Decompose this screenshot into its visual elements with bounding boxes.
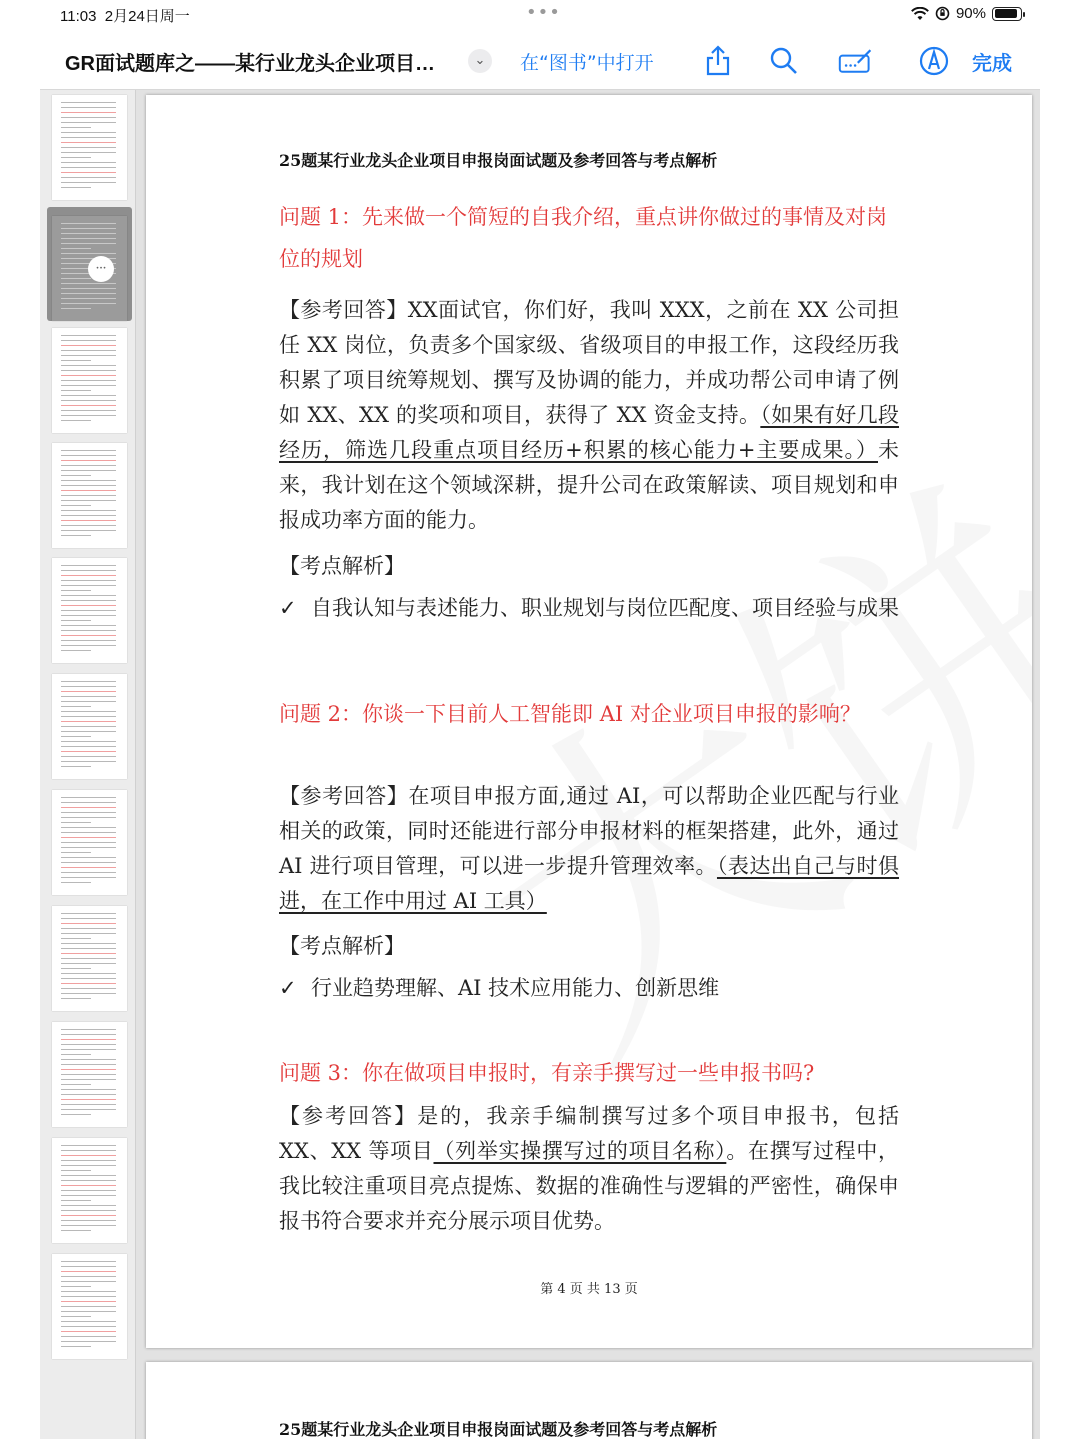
thumbnail-text-line bbox=[61, 142, 116, 143]
thumbnail-text-line bbox=[61, 1210, 116, 1211]
thumbnail-text-line bbox=[61, 832, 116, 833]
thumbnail-text-line bbox=[61, 1074, 116, 1075]
thumbnail-text-line bbox=[61, 877, 116, 878]
thumbnail-text-line bbox=[61, 938, 91, 939]
thumbnail-text-line bbox=[61, 127, 91, 128]
thumbnail-text-line bbox=[61, 696, 116, 697]
thumbnail-text-line bbox=[61, 681, 116, 682]
thumbnail-text-line bbox=[61, 228, 116, 229]
thumbnail-text-line bbox=[61, 1180, 116, 1181]
thumbnail-text-line bbox=[61, 238, 116, 239]
thumbnail-text-line bbox=[61, 741, 116, 742]
thumbnail-text-line bbox=[61, 650, 91, 651]
status-bar bbox=[0, 0, 1080, 32]
thumbnail-text-line bbox=[61, 565, 116, 566]
thumbnail-text-line bbox=[61, 610, 116, 611]
thumbnail-text-line bbox=[61, 177, 116, 178]
thumbnail-text-line bbox=[61, 1165, 116, 1166]
answer-1: 【参考回答】XX面试官，你们好，我叫 XXX，之前在 XX 公司担任 XX 岗位，负责多个国家级、省级项目的申报工作，这段经历我积累了项目统筹规划、撰写及协调的能力，并成功帮公司申请了例如 XX、XX 的奖项和项目，获得了 XX 资金支持。（如果有好几段经历，筛选几段重点项目经历+积累的核心能力+主要成果。）未来，我计划在这个领域深耕，提升公司在政策解读、项目规划和申报成功率方面的能力。 bbox=[279, 298, 900, 532]
thumbnail-text-line bbox=[61, 223, 116, 224]
thumbnail-text-line bbox=[61, 470, 116, 471]
page-thumbnail[interactable] bbox=[52, 443, 127, 548]
thumbnail-text-line bbox=[61, 495, 116, 496]
thumbnail-text-line bbox=[61, 625, 116, 626]
answer-2-note: （表达出自己与时俱进，在工作中用过 AI 工具） bbox=[279, 854, 899, 913]
thumbnail-text-line bbox=[61, 998, 91, 999]
thumbnail-text-line bbox=[61, 420, 91, 421]
thumbnail-text-line bbox=[61, 847, 116, 848]
thumbnail-text-line bbox=[61, 505, 91, 506]
answer-1-note: （如果有好几段经历，筛选几段重点项目经历+积累的核心能力+主要成果。） bbox=[279, 403, 900, 462]
thumbnail-text-line bbox=[61, 933, 116, 934]
thumbnail-text-line bbox=[61, 1316, 91, 1317]
thumbnail-text-line bbox=[61, 370, 116, 371]
thumbnail-text-line bbox=[61, 375, 116, 376]
thumbnail-text-line bbox=[61, 335, 116, 336]
thumbnail-text-line bbox=[61, 535, 91, 536]
thumbnail-text-line bbox=[61, 510, 116, 511]
thumbnail-text-line bbox=[61, 615, 116, 616]
thumbnail-text-line bbox=[61, 635, 116, 636]
thumbnail-text-line bbox=[61, 862, 116, 863]
open-in-books-button[interactable]: 在“图书”中打开 bbox=[520, 52, 654, 74]
thumbnail-text-line bbox=[61, 706, 91, 707]
check-mark-icon: ✓ bbox=[279, 596, 297, 620]
thumbnail-text-line bbox=[61, 410, 116, 411]
thumbnail-text-line bbox=[61, 1200, 91, 1201]
thumbnail-text-line bbox=[61, 1064, 116, 1065]
document-toolbar bbox=[40, 32, 1040, 90]
thumbnail-text-line bbox=[61, 530, 116, 531]
thumbnail-text-line bbox=[61, 152, 116, 153]
thumbnail-text-line bbox=[61, 973, 116, 974]
thumbnail-text-line bbox=[61, 968, 91, 969]
thumbnail-text-line bbox=[61, 1301, 116, 1302]
thumbnail-text-line bbox=[61, 797, 116, 798]
thumbnail-text-line bbox=[61, 1054, 91, 1055]
pencil-circle-icon[interactable] bbox=[916, 43, 952, 79]
thumbnail-text-line bbox=[61, 822, 91, 823]
thumbnail-text-line bbox=[61, 112, 116, 113]
thumbnail-text-line bbox=[61, 857, 116, 858]
thumbnail-text-line bbox=[61, 480, 116, 481]
thumbnail-text-line bbox=[61, 340, 116, 341]
next-document-page bbox=[146, 1362, 1032, 1439]
analysis-label-1: 【考点解析】 bbox=[279, 554, 405, 578]
page-thumbnail[interactable] bbox=[52, 674, 127, 779]
next-page-header: 25题某行业龙头企业项目申报岗面试题及参考回答与考点解析 bbox=[279, 1420, 718, 1439]
thumbnail-text-line bbox=[61, 630, 116, 631]
status-time: 11:03 2月24日周一 bbox=[60, 8, 190, 25]
question-2: 问题 2：你谈一下目前人工智能即 AI 对企业项目申报的影响？ bbox=[279, 702, 861, 726]
thumbnail-text-line bbox=[61, 817, 116, 818]
thumbnail-text-line bbox=[61, 1281, 116, 1282]
page-header: 25题某行业龙头企业项目申报岗面试题及参考回答与考点解析 bbox=[279, 151, 718, 170]
thumbnail-text-line bbox=[61, 988, 116, 989]
thumbnail-text-line bbox=[61, 691, 116, 692]
thumbnail-text-line bbox=[61, 928, 116, 929]
thumbnail-text-line bbox=[61, 117, 116, 118]
thumbnail-text-line bbox=[61, 162, 116, 163]
thumbnail-text-line bbox=[61, 983, 116, 984]
thumbnail-text-line bbox=[61, 1185, 116, 1186]
thumbnail-more-badge[interactable]: ••• bbox=[88, 256, 114, 282]
thumbnail-text-line bbox=[61, 1094, 116, 1095]
document-title[interactable]: GR面试题库之——某行业龙头企业项目… bbox=[65, 53, 435, 75]
thumbnail-text-line bbox=[61, 1069, 116, 1070]
thumbnail-text-line bbox=[61, 365, 116, 366]
thumbnail-text-line bbox=[61, 1296, 116, 1297]
wifi-icon bbox=[911, 7, 929, 21]
thumbnail-text-line bbox=[61, 1104, 116, 1105]
thumbnail-text-line bbox=[61, 1029, 116, 1030]
thumbnail-text-line bbox=[61, 1225, 116, 1226]
thumbnail-text-line bbox=[61, 102, 116, 103]
thumbnail-text-line bbox=[61, 605, 116, 606]
thumbnail-text-line bbox=[61, 827, 116, 828]
thumbnail-text-line bbox=[61, 450, 116, 451]
search-icon[interactable] bbox=[766, 43, 802, 79]
thumbnail-text-line bbox=[61, 978, 116, 979]
thumbnail-text-line bbox=[61, 1034, 116, 1035]
thumbnail-text-line bbox=[61, 500, 116, 501]
thumbnail-text-line bbox=[61, 1230, 91, 1231]
thumbnail-text-line bbox=[61, 248, 91, 249]
thumbnail-text-line bbox=[61, 882, 91, 883]
thumbnail-text-line bbox=[61, 620, 91, 621]
thumbnail-text-line bbox=[61, 147, 116, 148]
thumbnail-text-line bbox=[61, 298, 116, 299]
thumbnail-text-line bbox=[61, 1089, 116, 1090]
thumbnail-text-line bbox=[61, 1271, 116, 1272]
page-thumbnail[interactable] bbox=[52, 790, 127, 895]
thumbnail-text-line bbox=[61, 575, 116, 576]
thumbnail-text-line bbox=[61, 1331, 116, 1332]
thumbnail-text-line bbox=[61, 293, 116, 294]
thumbnail-text-line bbox=[61, 640, 116, 641]
thumbnail-text-line bbox=[61, 243, 116, 244]
share-icon[interactable] bbox=[700, 43, 736, 79]
thumbnail-text-line bbox=[61, 1190, 116, 1191]
answer-2: 【参考回答】在项目申报方面,通过 AI，可以帮助企业匹配与行业相关的政策，同时还能进行部分申报材料的框架搭建，此外，通过 AI 进行项目管理，可以进一步提升管理效率。（表达出自己与时俱进，在工作中用过 AI 工具） bbox=[279, 784, 899, 913]
thumbnail-text-line bbox=[61, 460, 116, 461]
thumbnail-text-line bbox=[61, 923, 116, 924]
question-3: 问题 3：你在做项目申报时，有亲手撰写过一些申报书吗? bbox=[279, 1061, 815, 1085]
thumbnail-text-line bbox=[61, 580, 116, 581]
analysis-1: ✓ 自我认知与表述能力、职业规划与岗位匹配度、项目经验与成果 bbox=[279, 591, 899, 626]
thumbnail-text-line bbox=[61, 751, 116, 752]
thumbnail-text-line bbox=[61, 842, 116, 843]
thumbnail-text-line bbox=[61, 132, 116, 133]
thumbnail-text-line bbox=[61, 253, 116, 254]
thumbnail-text-line bbox=[61, 157, 91, 158]
battery-percent: 90% bbox=[955, 5, 986, 22]
thumbnail-text-line bbox=[61, 1205, 116, 1206]
thumbnail-text-line bbox=[61, 1261, 116, 1262]
thumbnail-text-line bbox=[61, 953, 116, 954]
thumbnail-text-line bbox=[61, 303, 116, 304]
page-thumbnail[interactable] bbox=[52, 1254, 127, 1359]
analysis-label-2: 【考点解析】 bbox=[279, 934, 405, 958]
thumbnail-text-line bbox=[61, 1276, 116, 1277]
thumbnail-text-line bbox=[61, 746, 116, 747]
page-thumbnail[interactable] bbox=[52, 906, 127, 1011]
thumbnail-text-line bbox=[61, 1326, 116, 1327]
thumbnail-text-line bbox=[61, 852, 91, 853]
thumbnail-text-line bbox=[61, 918, 116, 919]
thumbnail-text-line bbox=[61, 595, 116, 596]
thumbnail-text-line bbox=[61, 455, 116, 456]
thumbnail-text-line bbox=[61, 122, 116, 123]
thumbnail-text-line bbox=[61, 415, 116, 416]
thumbnail-text-line bbox=[61, 187, 91, 188]
thumbnail-text-line bbox=[61, 355, 116, 356]
thumbnail-text-line bbox=[61, 1079, 116, 1080]
thumbnail-text-line bbox=[61, 645, 116, 646]
thumbnail-text-line bbox=[61, 1109, 116, 1110]
thumbnail-text-line bbox=[61, 711, 116, 712]
thumbnail-text-line bbox=[61, 812, 116, 813]
thumbnail-text-line bbox=[61, 993, 116, 994]
thumbnail-text-line bbox=[61, 485, 116, 486]
thumbnail-text-line bbox=[61, 525, 116, 526]
page-thumbnail[interactable] bbox=[52, 1138, 127, 1243]
multitasking-dots[interactable]: ••• bbox=[526, 2, 561, 23]
page-footer: 第 4 页 共 13 页 bbox=[540, 1282, 638, 1297]
chevron-down-icon[interactable]: ⌄ bbox=[468, 49, 492, 73]
thumbnail-text-line bbox=[61, 1145, 116, 1146]
thumbnail-text-line bbox=[61, 400, 116, 401]
thumbnail-text-line bbox=[61, 726, 116, 727]
thumbnail-text-line bbox=[61, 585, 116, 586]
thumbnail-text-line bbox=[61, 167, 116, 168]
analysis-2: ✓ 行业趋势理解、AI 技术应用能力、创新思维 bbox=[279, 971, 899, 1006]
thumbnail-text-line bbox=[61, 1099, 116, 1100]
thumbnail-text-line bbox=[61, 137, 116, 138]
thumbnail-text-line bbox=[61, 731, 116, 732]
thumbnail-text-line bbox=[61, 1044, 116, 1045]
check-mark-icon: ✓ bbox=[279, 976, 297, 1000]
status-indicators bbox=[911, 5, 1022, 22]
page-thumbnail[interactable] bbox=[52, 328, 127, 433]
thumbnail-text-line bbox=[61, 913, 116, 914]
thumbnail-text-line bbox=[61, 1321, 116, 1322]
thumbnail-text-line bbox=[61, 1346, 91, 1347]
thumbnail-text-line bbox=[61, 107, 116, 108]
page-thumbnail[interactable] bbox=[52, 558, 127, 663]
thumbnail-text-line bbox=[61, 761, 116, 762]
thumbnail-text-line bbox=[61, 1341, 116, 1342]
thumbnail-text-line bbox=[61, 1195, 116, 1196]
thumbnail-text-line bbox=[61, 1084, 91, 1085]
thumbnail-text-line bbox=[61, 308, 91, 309]
thumbnail-text-line bbox=[61, 716, 116, 717]
thumbnail-text-line bbox=[61, 736, 91, 737]
thumbnail-text-line bbox=[61, 958, 116, 959]
thumbnail-text-line bbox=[61, 405, 116, 406]
thumbnail-text-line bbox=[61, 1220, 116, 1221]
answer-3: 【参考回答】是的，我亲手编制撰写过多个项目申报书，包括 XX、XX 等项目（列举实操撰写过的项目名称）。在撰写过程中，我比较注重项目亮点提炼、数据的准确性与逻辑的严密性，确保申报书符合要求并充分展示项目优势。 bbox=[279, 1104, 899, 1233]
thumbnail-text-line bbox=[61, 1311, 116, 1312]
thumbnail-text-line bbox=[61, 390, 91, 391]
thumbnail-text-line bbox=[61, 1049, 116, 1050]
thumbnail-text-line bbox=[61, 278, 91, 279]
thumbnail-text-line bbox=[61, 490, 116, 491]
thumbnail-text-line bbox=[61, 1175, 116, 1176]
thumbnail-text-line bbox=[61, 1336, 116, 1337]
thumbnail-text-line bbox=[61, 701, 116, 702]
thumbnail-text-line bbox=[61, 1155, 116, 1156]
thumbnail-text-line bbox=[61, 867, 116, 868]
question-1: 问题 1：先来做一个简短的自我介绍，重点讲你做过的事情及对岗位的规划 bbox=[279, 205, 888, 271]
thumbnail-text-line bbox=[61, 1170, 91, 1171]
thumbnail-text-line bbox=[61, 837, 116, 838]
thumbnail-text-line bbox=[61, 172, 116, 173]
done-button[interactable]: 完成 bbox=[972, 51, 1012, 75]
thumbnail-text-line bbox=[61, 590, 91, 591]
thumbnail-text-line bbox=[61, 802, 116, 803]
battery-icon bbox=[992, 7, 1022, 21]
answer-3-note: （列举实操撰写过的项目名称） bbox=[433, 1139, 727, 1163]
thumbnail-text-line bbox=[61, 1215, 116, 1216]
page-thumbnail[interactable] bbox=[52, 216, 127, 321]
thumbnail-text-line bbox=[61, 1160, 116, 1161]
thumbnail-text-line bbox=[61, 807, 116, 808]
thumbnail-text-line bbox=[61, 465, 116, 466]
thumbnail-text-line bbox=[61, 1150, 116, 1151]
thumbnail-text-line bbox=[61, 350, 116, 351]
page-thumbnail[interactable] bbox=[52, 1022, 127, 1127]
thumbnail-text-line bbox=[61, 475, 91, 476]
orientation-lock-icon bbox=[935, 6, 950, 21]
thumbnail-text-line bbox=[61, 520, 116, 521]
battery-level bbox=[995, 9, 1018, 18]
thumbnail-text-line bbox=[61, 1286, 91, 1287]
thumbnail-text-line bbox=[61, 948, 116, 949]
markup-icon[interactable] bbox=[838, 43, 874, 79]
thumbnail-text-line bbox=[61, 515, 116, 516]
thumbnail-text-line bbox=[61, 1039, 116, 1040]
thumbnail-text-line bbox=[61, 943, 116, 944]
thumbnail-text-line bbox=[61, 686, 116, 687]
thumbnail-text-line bbox=[61, 1291, 116, 1292]
page-thumbnail-sidebar[interactable] bbox=[40, 90, 136, 1439]
thumbnail-text-line bbox=[61, 283, 116, 284]
thumbnail-text-line bbox=[61, 288, 116, 289]
thumbnail-text-line bbox=[61, 1306, 116, 1307]
thumbnail-text-line bbox=[61, 721, 116, 722]
thumbnail-text-line bbox=[61, 182, 116, 183]
thumbnail-text-line bbox=[61, 756, 116, 757]
thumbnail-text-line bbox=[61, 872, 116, 873]
thumbnail-text-line bbox=[61, 1059, 116, 1060]
status-date: 2月24日周一 bbox=[104, 8, 190, 25]
thumbnail-text-line bbox=[61, 345, 116, 346]
thumbnail-text-line bbox=[61, 395, 116, 396]
thumbnail-text-line bbox=[61, 360, 91, 361]
thumbnail-text-line bbox=[61, 963, 116, 964]
thumbnail-text-line bbox=[61, 1266, 116, 1267]
thumbnail-text-line bbox=[61, 600, 116, 601]
thumbnail-text-line bbox=[61, 1114, 91, 1115]
thumbnail-text-line bbox=[61, 570, 116, 571]
document-page bbox=[146, 95, 1032, 1348]
thumbnail-text-line bbox=[61, 766, 91, 767]
thumbnail-text-line bbox=[61, 380, 116, 381]
thumbnail-text-line bbox=[61, 233, 116, 234]
page-thumbnail[interactable] bbox=[52, 95, 127, 200]
thumbnail-text-line bbox=[61, 385, 116, 386]
